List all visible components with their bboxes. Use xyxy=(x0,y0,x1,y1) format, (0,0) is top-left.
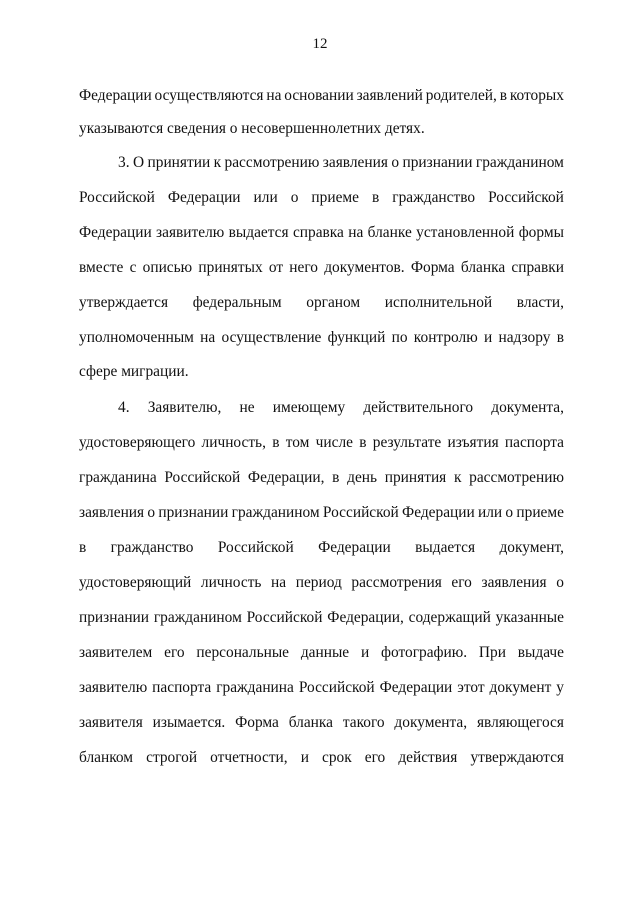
word: заявителю xyxy=(79,679,148,696)
word: принятых xyxy=(198,259,263,276)
word: о xyxy=(147,504,156,521)
word: день xyxy=(347,469,378,486)
word: вместе xyxy=(79,259,124,276)
text-line: сфере миграции. xyxy=(79,363,189,380)
word: заявлений xyxy=(356,87,423,104)
word: утверждаются xyxy=(470,749,564,766)
word: о xyxy=(391,154,400,171)
word: в xyxy=(371,189,380,206)
text-line xyxy=(79,503,564,523)
word: удостоверяющий xyxy=(79,574,192,591)
word: федеральным xyxy=(192,294,282,311)
word: и xyxy=(483,329,493,346)
word: документ, xyxy=(499,539,564,556)
word: Российской xyxy=(164,469,241,486)
word: Федерации xyxy=(79,224,152,241)
word: принятии xyxy=(147,154,211,171)
word: Федерации xyxy=(79,87,152,104)
word: Российской xyxy=(79,189,155,206)
word: заявителем xyxy=(79,644,153,661)
word: паспорта xyxy=(152,679,212,696)
word: персональные xyxy=(196,644,290,661)
word: которых xyxy=(509,87,564,104)
word: формы xyxy=(518,224,564,241)
word: осуществляются xyxy=(154,87,264,104)
word: признании xyxy=(79,609,150,626)
text-line xyxy=(79,86,564,106)
word: функций xyxy=(327,329,386,346)
word: личность xyxy=(200,574,262,591)
text-line xyxy=(79,713,564,733)
word: утверждается xyxy=(79,294,169,311)
text-line xyxy=(118,153,564,173)
word: в xyxy=(556,329,564,346)
text-line xyxy=(79,293,564,313)
word: Форма xyxy=(235,714,279,731)
word: 3. xyxy=(118,154,130,171)
word: являющегося xyxy=(476,714,564,731)
word: о xyxy=(505,504,514,521)
word: рассмотрению xyxy=(469,469,564,486)
word: о xyxy=(290,189,299,206)
word: или xyxy=(253,189,278,206)
word: гражданином xyxy=(153,609,242,626)
word: гражданина xyxy=(79,469,157,486)
word: осуществление xyxy=(221,329,322,346)
word: родителей, xyxy=(425,87,497,104)
word: результате xyxy=(372,434,442,451)
word: Российской xyxy=(298,679,375,696)
word: 4. xyxy=(118,399,130,416)
word: с xyxy=(129,259,137,276)
word: в xyxy=(79,539,87,556)
text-line xyxy=(79,748,564,768)
word: его xyxy=(451,574,472,591)
word: к xyxy=(453,469,462,486)
word: Российской xyxy=(217,539,294,556)
word: в xyxy=(359,434,367,451)
word: признании xyxy=(158,504,229,521)
word: на xyxy=(348,224,364,241)
word: не xyxy=(239,399,255,416)
text-line xyxy=(79,678,564,698)
word: гражданином xyxy=(475,154,564,171)
word: О xyxy=(132,154,145,171)
word: выдается xyxy=(228,224,289,241)
word: действия xyxy=(398,749,458,766)
text-line xyxy=(79,258,564,278)
word: Федерации, xyxy=(327,609,404,626)
word: Федерации xyxy=(318,539,391,556)
text-line xyxy=(118,398,564,418)
word: срок xyxy=(322,749,352,766)
word: изымается. xyxy=(152,714,226,731)
word: установленной xyxy=(416,224,515,241)
word: Форма xyxy=(410,259,455,276)
word: Федерации xyxy=(379,679,453,696)
word: При xyxy=(478,644,506,661)
word: личность, xyxy=(201,434,266,451)
word: документа, xyxy=(394,714,468,731)
word: его xyxy=(364,749,386,766)
word: контролю xyxy=(413,329,478,346)
page-number: 12 xyxy=(312,36,328,52)
word: Заявителю, xyxy=(147,399,222,416)
word: данные xyxy=(300,644,350,661)
word: изъятия xyxy=(447,434,499,451)
word: бланком xyxy=(79,749,134,766)
word: Федерации xyxy=(402,504,475,521)
word: фотографию. xyxy=(381,644,468,661)
word: заявителю xyxy=(156,224,225,241)
word: действительного xyxy=(363,399,474,416)
word: к xyxy=(213,154,222,171)
word: документ xyxy=(489,679,552,696)
word: Российской xyxy=(488,189,564,206)
word: от xyxy=(268,259,284,276)
text-line xyxy=(79,538,564,558)
word: Российской xyxy=(322,504,399,521)
word: бланка xyxy=(460,259,506,276)
word: принятия xyxy=(384,469,447,486)
word: заявления xyxy=(481,574,547,591)
word: исполнительной xyxy=(384,294,493,311)
text-line: указываются сведения о несовершеннолетних детях. xyxy=(79,120,425,137)
word: выдается xyxy=(415,539,476,556)
word: и xyxy=(360,644,370,661)
word: на xyxy=(271,574,287,591)
word: основании xyxy=(284,87,354,104)
word: документов. xyxy=(324,259,405,276)
word: приеме xyxy=(311,189,359,206)
word: заявления xyxy=(79,504,145,521)
text-line xyxy=(79,468,564,488)
word: в xyxy=(272,434,280,451)
text-line xyxy=(79,573,564,593)
word: или xyxy=(478,504,503,521)
text-line xyxy=(79,328,564,348)
word: у xyxy=(556,679,564,696)
word: рассмотрения xyxy=(351,574,442,591)
word: на xyxy=(200,329,216,346)
word: на xyxy=(266,87,282,104)
word: гражданином xyxy=(231,504,320,521)
word: том xyxy=(285,434,310,451)
word: его xyxy=(164,644,185,661)
word: Федерации, xyxy=(247,469,325,486)
word: приеме xyxy=(516,504,564,521)
word: в xyxy=(499,87,507,104)
word: документа, xyxy=(491,399,564,416)
word: этот xyxy=(457,679,485,696)
word: паспорта xyxy=(504,434,564,451)
word: выдаче xyxy=(517,644,564,661)
word: признании xyxy=(402,154,473,171)
word: имеющему xyxy=(272,399,346,416)
word: о xyxy=(556,574,564,591)
word: заявления xyxy=(322,154,388,171)
word: числе xyxy=(315,434,353,451)
word: период xyxy=(295,574,342,591)
word: Российской xyxy=(246,609,323,626)
word: указанные xyxy=(495,609,564,626)
word: справка xyxy=(292,224,344,241)
text-line xyxy=(79,433,564,453)
text-line xyxy=(79,188,564,208)
word: надзору xyxy=(498,329,551,346)
word: заявителя xyxy=(79,714,143,731)
word: такого xyxy=(342,714,385,731)
word: и xyxy=(300,749,309,766)
word: по xyxy=(391,329,408,346)
word: уполномоченным xyxy=(79,329,194,346)
word: гражданство xyxy=(110,539,194,556)
word: справки xyxy=(511,259,564,276)
text-line xyxy=(79,608,564,628)
word: содержащий xyxy=(408,609,491,626)
word: описью xyxy=(142,259,193,276)
word: рассмотрению xyxy=(224,154,320,171)
text-line xyxy=(79,223,564,243)
word: гражданина xyxy=(216,679,294,696)
word: в xyxy=(332,469,340,486)
word: отчетности, xyxy=(210,749,288,766)
word: бланке xyxy=(367,224,412,241)
word: органом xyxy=(306,294,361,311)
word: удостоверяющего xyxy=(79,434,196,451)
word: гражданство xyxy=(392,189,476,206)
word: него xyxy=(289,259,318,276)
word: бланка xyxy=(288,714,333,731)
text-line xyxy=(79,643,564,663)
word: Федерации xyxy=(167,189,241,206)
word: власти, xyxy=(516,294,564,311)
word: строгой xyxy=(146,749,198,766)
